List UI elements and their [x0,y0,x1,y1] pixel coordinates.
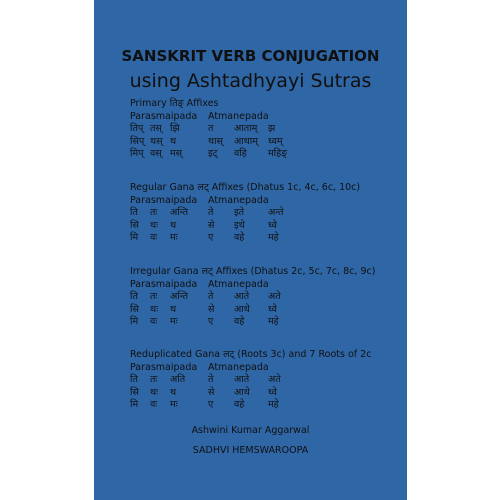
affix-row [130,136,400,149]
affix-cell: थ [170,219,177,231]
affix-cell: अन्ते [268,207,284,218]
affix-cell: आते [234,374,250,385]
affix-cell: मः [170,316,178,327]
affix-section [130,98,400,161]
affix-cell: थ [170,386,177,398]
affix-cell: वहे [234,232,245,243]
affix-cell: ते [208,291,214,302]
affix-cell: थः [150,303,158,315]
affix-cell: अति [170,374,186,385]
affix-row [130,123,400,136]
affix-section [130,182,400,245]
affix-cell: वहे [234,399,245,410]
affix-cell: तः [150,291,158,302]
parasmaipada-label: Parasmaipada [130,110,198,122]
affix-cell: ध्वम् [268,135,283,147]
affix-cell: महे [268,316,279,327]
affix-cell: ते [208,207,214,218]
affix-cell: थास् [208,135,223,147]
affix-cell: तः [150,374,158,385]
affix-cell: थ [170,135,177,147]
author-name: Ashwini Kumar Aggarwal [191,425,310,436]
affix-cell: वः [150,232,158,243]
affix-cell: इते [234,207,245,218]
book-cover [94,0,407,500]
affix-cell: मस् [170,148,183,159]
parasmaipada-label: Parasmaipada [130,278,198,290]
affix-cell: आते [234,291,250,302]
affix-row [130,291,400,304]
affix-cell: तिप् [130,123,144,134]
affix-cell: मि [130,232,139,243]
affix-cell: ते [208,374,214,385]
affix-cell: मः [170,399,178,410]
book-title: SANSKRIT VERB CONJUGATION [121,47,380,65]
affix-cell: महिङ् [268,148,288,159]
affix-row [130,148,400,161]
publisher-name: SADHVI HEMSWAROOPA [192,445,309,456]
affix-cell: थ [170,303,177,315]
affix-row [130,232,400,245]
affix-section [130,266,400,329]
affix-cell: वहे [234,316,245,327]
affix-row [130,220,400,233]
affix-cell: ए [208,399,214,410]
column-headers [130,362,400,375]
affix-cell: तः [150,207,158,218]
affix-cell: अन्ति [170,207,189,218]
affix-cell: ति [130,207,138,218]
affix-cell: ति [130,291,138,302]
section-heading: Reduplicated Gana लट् (Roots 3c) and 7 Roots of 2c [130,349,372,360]
affix-cell: सि [130,219,139,231]
affix-cell: वः [150,399,158,410]
affix-cell: आताम् [234,123,258,134]
affix-cell: सि [130,386,139,398]
affix-cell: आथे [234,386,250,398]
affix-row [130,316,400,329]
affix-cell: मि [130,316,139,327]
affix-cell: सिप् [130,135,145,147]
affix-cell: सि [130,303,139,315]
affix-cell: अन्ति [170,291,189,302]
affix-row [130,374,400,387]
affix-cell: मः [170,232,178,243]
affix-cell: आथाम् [234,135,258,147]
affix-cell: मिप् [130,148,144,159]
affix-cell: मि [130,399,139,410]
affix-cell: ति [130,374,138,385]
affix-cell: वः [150,316,158,327]
affix-cell: थः [150,219,158,231]
affix-row [130,207,400,220]
affix-cell: इथे [234,219,245,231]
affix-section [130,349,400,412]
atmanepada-label: Atmanepada [208,361,269,373]
affix-cell: ए [208,316,214,327]
affix-cell: से [208,219,215,231]
affix-row [130,387,400,400]
column-headers [130,279,400,292]
affix-cell: त [208,123,214,134]
affix-cell: वस् [150,148,162,159]
section-heading: Primary तिङ् Affixes [130,98,219,109]
affix-cell: अते [268,374,281,385]
affix-cell: महे [268,232,279,243]
section-heading: Regular Gana लट् Affixes (Dhatus 1c, 4c, 6c, 10c) [130,182,361,193]
affix-cell: ध्वे [268,386,277,398]
affix-cell: अते [268,291,281,302]
affix-cell: वहि [234,148,247,159]
affix-cell: झ [268,123,276,134]
affix-row [130,399,400,412]
column-headers [130,195,400,208]
parasmaipada-label: Parasmaipada [130,361,198,373]
atmanepada-label: Atmanepada [208,110,269,122]
affix-cell: ध्वे [268,219,277,231]
affix-cell: ध्वे [268,303,277,315]
book-subtitle: using Ashtadhyayi Sutras [129,70,372,92]
affix-cell: से [208,386,215,398]
affix-row [130,304,400,317]
affix-cell: ए [208,232,214,243]
parasmaipada-label: Parasmaipada [130,194,198,206]
affix-cell: झि [170,123,180,134]
affix-cell: इट् [208,148,218,159]
affix-cell: आथे [234,303,250,315]
affix-cell: महे [268,399,279,410]
atmanepada-label: Atmanepada [208,194,269,206]
affix-cell: थः [150,386,158,398]
column-headers [130,111,400,124]
affix-cell: तस् [150,123,162,134]
affix-cell: थस् [150,135,163,147]
section-heading: Irregular Gana लट् Affixes (Dhatus 2c, 5c, 7c, 8c, 9c) [130,266,376,277]
atmanepada-label: Atmanepada [208,278,269,290]
affix-cell: से [208,303,215,315]
